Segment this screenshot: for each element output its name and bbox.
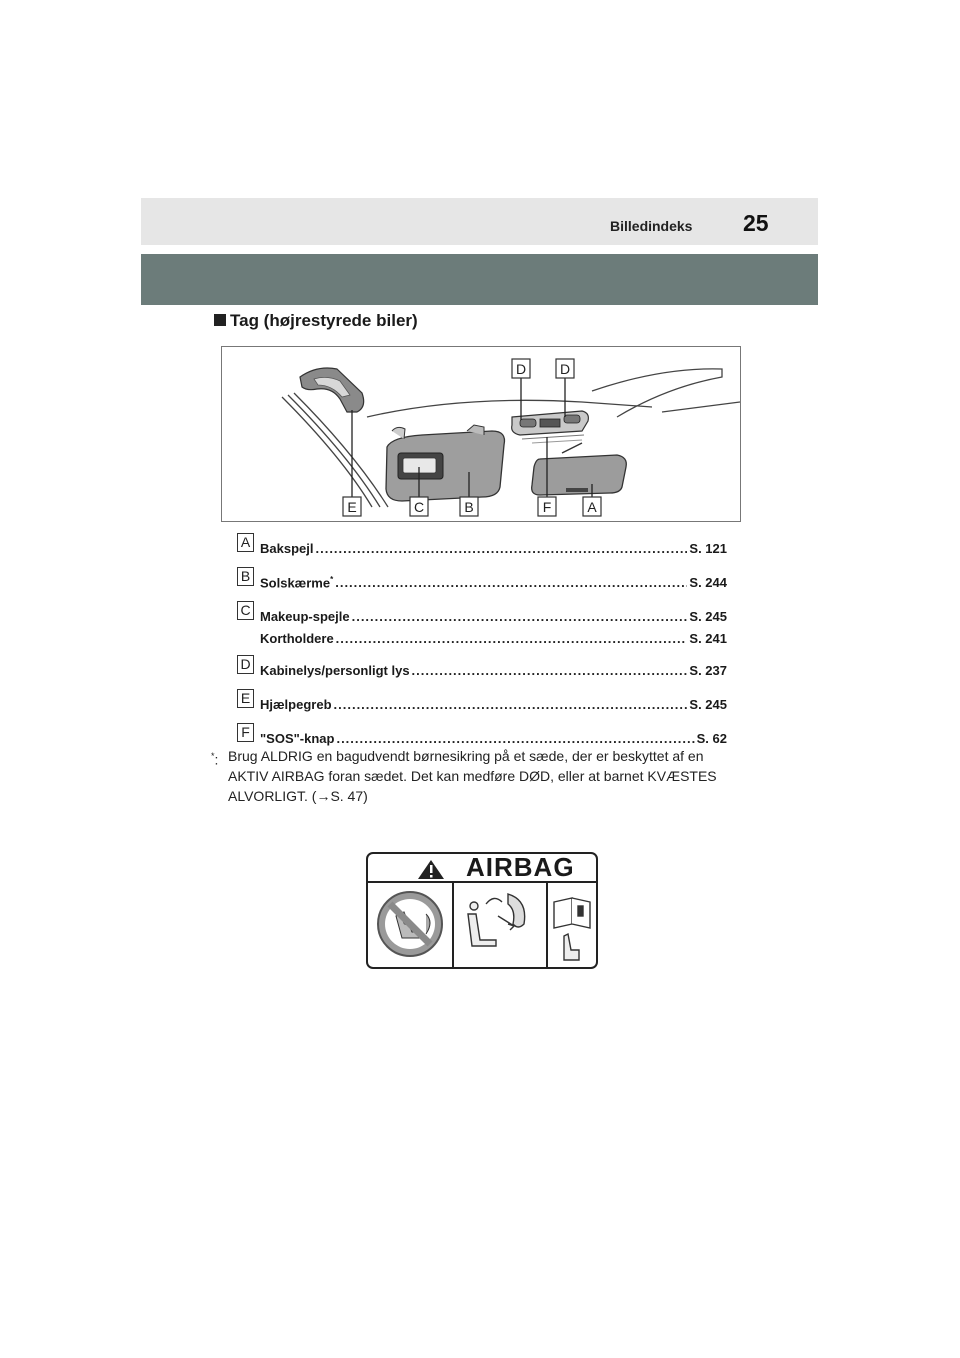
entry-page-ref[interactable]: S. 237 xyxy=(689,663,727,678)
callout-e: E xyxy=(347,499,357,515)
entry-page-ref[interactable]: S. 62 xyxy=(696,731,727,746)
entry-page-ref[interactable]: S. 244 xyxy=(689,575,727,591)
entry-label: "SOS"-knap xyxy=(260,731,335,746)
entry-page-ref[interactable]: S. 245 xyxy=(689,697,727,712)
footnote-line-text: ALVORLIGT. ( xyxy=(228,788,317,804)
airbag-label-title: AIRBAG xyxy=(466,852,575,882)
sun-visor xyxy=(386,425,505,501)
footnote-marker: * xyxy=(330,575,334,584)
leader-dots xyxy=(335,575,687,590)
index-entry-d xyxy=(237,656,727,683)
footnote-line: Brug ALDRIG en bagudvendt børnesikring på et sæde, der er beskyttet af en xyxy=(228,748,704,764)
leader-dots xyxy=(412,663,688,678)
entry-row xyxy=(260,541,727,556)
callout-c: C xyxy=(413,499,425,515)
page-number: 25 xyxy=(743,210,769,236)
index-entry-a xyxy=(237,534,727,561)
arrow-right-icon: → xyxy=(316,788,331,804)
footnote xyxy=(211,746,731,806)
index-entry-c2 xyxy=(237,631,727,651)
callout-d2: D xyxy=(559,361,571,377)
no-rear-facing-child-seat-icon xyxy=(378,892,442,956)
square-bullet-icon xyxy=(214,314,226,326)
overhead-console xyxy=(512,411,589,443)
entry-letter: C xyxy=(237,601,254,620)
leader-dots xyxy=(352,609,688,624)
header-bar xyxy=(141,198,818,245)
footnote-line xyxy=(228,786,731,806)
footnote-asterisk: * xyxy=(211,751,215,761)
rear-view-mirror xyxy=(532,443,627,495)
footnote-page-ref[interactable]: S. 47) xyxy=(330,788,368,804)
entry-page-ref[interactable]: S. 245 xyxy=(689,609,727,624)
callout-f: F xyxy=(542,499,552,515)
footnote-line: AKTIV AIRBAG foran sædet. Det kan medføre DØD, eller at barnet KVÆSTES xyxy=(228,768,717,784)
section-title-text: Tag (højrestyrede biler) xyxy=(230,311,418,330)
leader-dots xyxy=(336,731,694,746)
windshield-edge xyxy=(367,400,652,417)
footnote-body xyxy=(228,746,731,806)
entry-letter: F xyxy=(237,723,254,742)
entry-label: Makeup-spejle xyxy=(260,609,350,624)
sun-visor-right xyxy=(592,369,722,417)
entry-label: Bakspejl xyxy=(260,541,314,556)
entry-label: Kortholdere xyxy=(260,631,334,646)
entry-letter: E xyxy=(237,689,254,708)
entry-row xyxy=(260,631,727,646)
entry-row xyxy=(260,731,727,746)
roof-illustration xyxy=(221,346,741,522)
section-title xyxy=(214,311,418,331)
entry-page-ref[interactable]: S. 241 xyxy=(689,631,727,646)
roof-drawing xyxy=(222,347,740,521)
pillar-line xyxy=(288,395,380,507)
assist-grip xyxy=(300,368,364,412)
entry-label: Kabinelys/personligt lys xyxy=(260,663,410,678)
entry-page-ref[interactable]: S. 121 xyxy=(689,541,727,556)
entry-label: Hjælpegreb xyxy=(260,697,332,712)
footnote-mark xyxy=(211,746,218,770)
headliner-edge xyxy=(662,402,740,412)
entry-row xyxy=(260,697,727,712)
leader-dots xyxy=(336,631,688,646)
header-section-title: Billedindeks xyxy=(610,218,693,234)
footnote-colon: : xyxy=(214,751,219,768)
entry-letter: B xyxy=(237,567,254,586)
seat-airbag-deployment-icon xyxy=(468,894,525,946)
entry-row xyxy=(260,663,727,678)
callout-a: A xyxy=(587,499,597,515)
entry-letter: A xyxy=(237,533,254,552)
callout-b: B xyxy=(464,499,474,515)
warning-triangle-icon xyxy=(418,860,444,879)
entry-letter: D xyxy=(237,655,254,674)
entry-row xyxy=(260,575,727,590)
index-entry-c xyxy=(237,602,727,629)
entry-row xyxy=(260,609,727,624)
index-entry-e xyxy=(237,690,727,717)
read-manual-icon xyxy=(554,898,590,960)
header-band xyxy=(141,254,818,305)
callout-d1: D xyxy=(515,361,527,377)
entry-label xyxy=(260,575,333,590)
pillar-line xyxy=(282,397,372,507)
leader-dots xyxy=(315,541,687,556)
leader-dots xyxy=(334,697,688,712)
pillar-line xyxy=(294,393,388,507)
entry-label-text: Solskærme xyxy=(260,575,331,591)
index-entry-b xyxy=(237,568,727,595)
